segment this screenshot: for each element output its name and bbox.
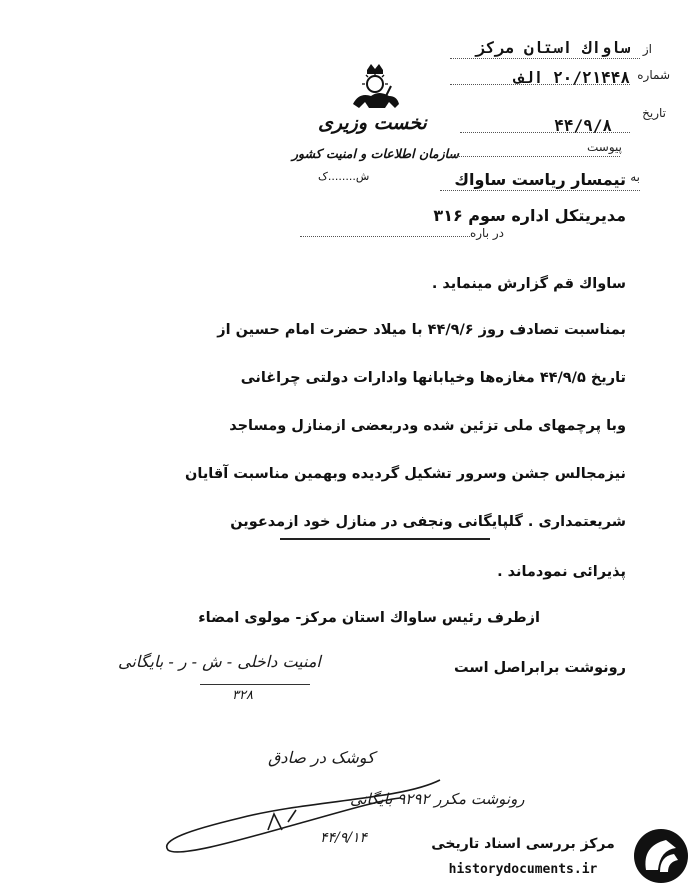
from-label: از	[642, 42, 652, 56]
office-name: نخست وزیری	[318, 112, 427, 134]
to-dotted-line	[440, 190, 640, 191]
body-line-7: پذیرائی نمودماند .	[497, 564, 626, 580]
watermark	[420, 824, 696, 888]
body-line-2: بمناسبت تصادف روز ۴۴/۹/۶ با میلاد حضرت امام حسین از	[217, 322, 626, 338]
to-value: تیمسار ریاست ساواك	[454, 170, 626, 189]
handwritten-lower-date: ۴۴/۹/۱۴	[320, 830, 368, 846]
body-line-1: ساواك قم گزارش مینماید .	[431, 276, 626, 292]
date-label: تاریخ	[642, 106, 666, 120]
body-line-5: نیزمجالس جشن وسرور تشکیل گردیده وبهمین مناسبت آقایان	[185, 466, 626, 482]
number-label: شماره	[637, 68, 670, 82]
attachment-label: پیوست	[587, 140, 622, 154]
regarding-line: مدیریتکل اداره سوم ۳۱۶	[433, 206, 626, 225]
attachment-dotted-line	[450, 156, 620, 157]
lion-and-sun-emblem-icon	[345, 62, 405, 114]
reference-mark: ش........ک	[318, 170, 370, 183]
from-dotted-line	[450, 58, 640, 59]
handwritten-margin-note: امنیت داخلی - ش - ر - بایگانی	[118, 652, 321, 671]
regarding-label: در باره	[469, 226, 504, 240]
body-line-4: وبا پرچمهای ملی تزئین شده ودربعضی ازمنازل ومساجد	[229, 418, 626, 434]
signature-line: ازطرف رئیس ساواك استان مركز- مولوی امضاء	[198, 610, 540, 626]
body-line-6: شریعتمداری . گلپایگانی ونجفی در منازل خود ازمدعوین	[230, 514, 626, 530]
to-label: به	[630, 170, 640, 184]
handwritten-margin-number: ۳۲۸	[232, 688, 253, 703]
watermark-url: historydocuments.ir	[448, 862, 598, 877]
margin-number-rule	[200, 684, 310, 685]
handwritten-signature-icon	[150, 770, 450, 860]
handwritten-lower-note-2: رونوشت مکرر ۹۲۹۲ بایگانی	[350, 790, 525, 808]
handwritten-underline	[280, 538, 490, 540]
copy-line: رونوشت برابراصل است	[453, 660, 626, 676]
body-line-3: تاریخ ۴۴/۹/۵ مغازه‌ها وخیابانها وادارات دولتی چراغانی	[240, 370, 626, 386]
watermark-title: مرکز بررسی اسناد تاریخی	[431, 836, 615, 852]
organization-name: سازمان اطلاعات و امنیت کشور	[292, 146, 459, 161]
number-value: ۲۰/۲۱۴۴۸ الف	[514, 68, 630, 87]
regarding-dotted-line	[300, 236, 470, 237]
handwritten-lower-note-1: کوشک در صادق	[268, 748, 375, 767]
archive-logo-icon	[630, 826, 692, 886]
date-value: ۴۴/۹/۸	[554, 116, 612, 135]
from-value: ساواك استان مركز	[475, 38, 630, 57]
